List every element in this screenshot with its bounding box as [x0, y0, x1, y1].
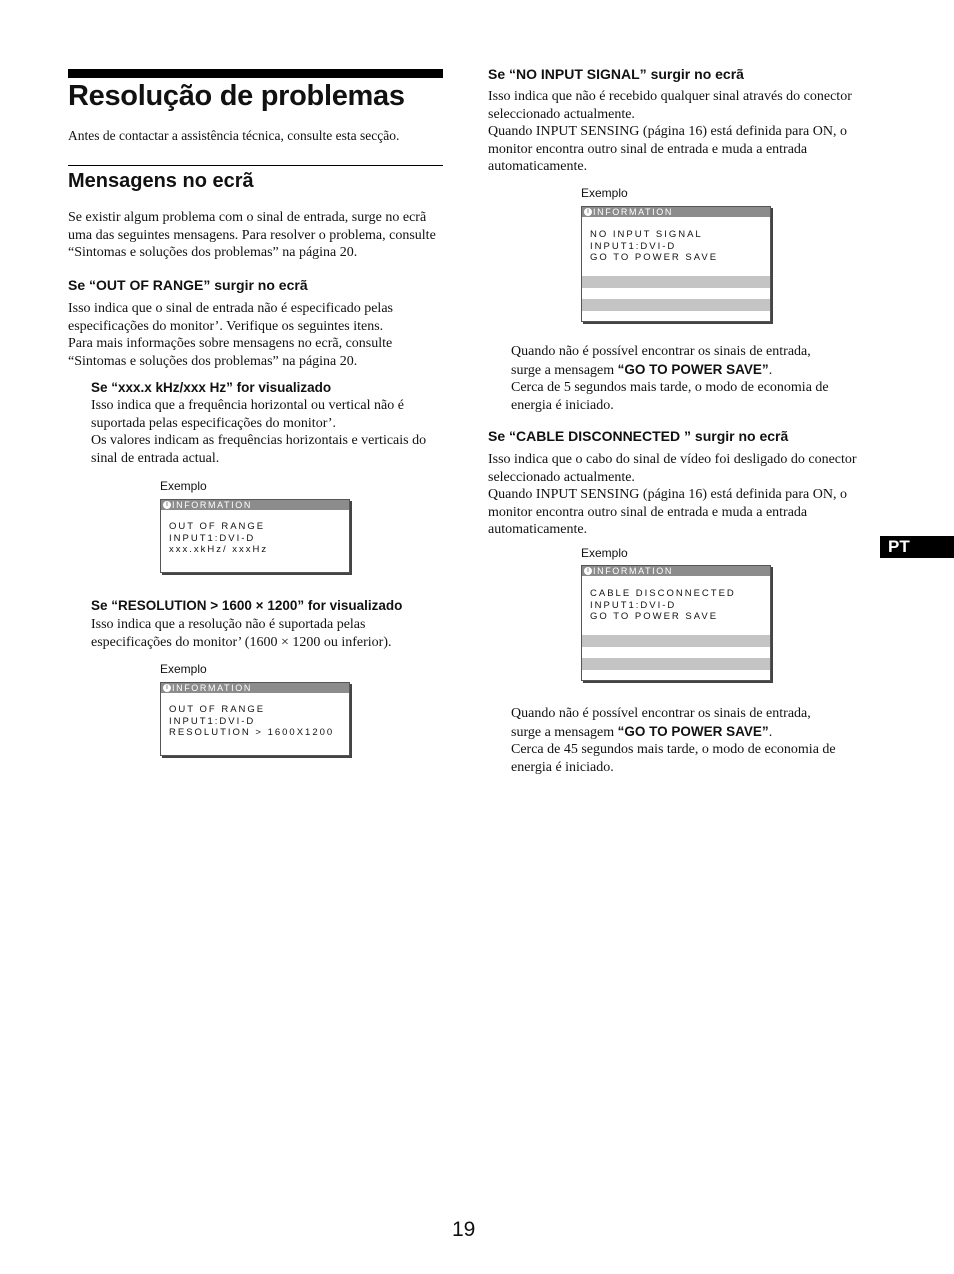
no-input-note	[511, 343, 881, 414]
text-line: surge a mensagem “GO TO POWER SAVE”.	[511, 361, 773, 378]
text-line: Quando não é possível encontrar os sinais de entrada,	[511, 706, 811, 721]
freq-text	[91, 397, 451, 467]
cable-note	[511, 705, 881, 776]
text-line: sinal de entrada actual.	[91, 450, 220, 466]
text-line: Quando INPUT SENSING (página 16) está definida para ON, o	[488, 124, 847, 139]
cable-text	[488, 451, 878, 539]
osd-line: INPUT1:DVI-D	[169, 715, 256, 727]
text-line: automaticamente.	[488, 522, 588, 537]
text-line: energia é iniciado.	[511, 397, 614, 413]
text-line: Cerca de 45 segundos mais tarde, o modo de economia de	[511, 742, 836, 757]
example-label: Exemplo	[581, 546, 628, 560]
osd-line: GO TO POWER SAVE	[590, 252, 719, 263]
power-save-keyword: “GO TO POWER SAVE”	[617, 361, 769, 377]
text-line: uma das seguintes mensagens. Para resolver o problema, consulte	[68, 227, 436, 243]
intro-text: Antes de contactar a assistência técnica, consulte esta secção.	[68, 128, 400, 143]
osd-line: OUT OF RANGE	[169, 704, 266, 715]
text-line: automaticamente.	[488, 159, 588, 174]
osd-line: RESOLUTION > 1600X1200	[169, 727, 335, 738]
info-icon: i	[163, 684, 171, 692]
text-line: Isso indica que o sinal de entrada não é especificado pelas	[68, 301, 393, 316]
text-line: “Sintomas e soluções dos problemas” na página 20.	[68, 245, 358, 260]
power-save-keyword: “GO TO POWER SAVE”	[617, 723, 769, 739]
osd-stripe	[582, 635, 770, 647]
osd-cable-disconnected	[581, 565, 771, 681]
text-line: monitor encontra outro sinal de entrada e muda a entrada	[488, 504, 808, 520]
resolution-text	[91, 616, 451, 651]
osd-stripe	[582, 276, 770, 288]
section-rule	[68, 165, 443, 166]
text-line: Isso indica que o cabo do sinal de vídeo foi desligado do conector	[488, 452, 857, 467]
info-icon: i	[584, 208, 592, 216]
osd-out-of-range-resolution	[160, 682, 350, 756]
info-icon: i	[163, 501, 171, 509]
text-line: Quando INPUT SENSING (página 16) está definida para ON, o	[488, 487, 847, 502]
text-line: Os valores indicam as frequências horizontais e verticais do	[91, 433, 427, 448]
osd-line: CABLE DISCONNECTED	[590, 588, 736, 599]
text-line: especificações do monitor’. Verifique os seguintes itens.	[68, 318, 384, 334]
language-tab-label: PT	[888, 537, 910, 556]
osd-no-input-signal	[581, 206, 771, 322]
text-line: Isso indica que a frequência horizontal ou vertical não é	[91, 398, 404, 413]
osd-line: INPUT1:DVI-D	[169, 532, 256, 544]
osd-line: GO TO POWER SAVE	[590, 611, 719, 622]
osd-line: INPUT1:DVI-D	[590, 240, 677, 252]
text-line: especificações do monitor’ (1600 × 1200 ou inferior).	[91, 634, 392, 650]
page-number: 19	[452, 1218, 476, 1241]
osd-line: OUT OF RANGE	[169, 521, 266, 532]
osd-line: NO INPUT SIGNAL	[590, 229, 703, 240]
no-input-heading: Se “NO INPUT SIGNAL” surgir no ecrã	[488, 66, 744, 82]
text-line: Se existir algum problema com o sinal de entrada, surge no ecrã	[68, 210, 427, 225]
text-line: surge a mensagem “GO TO POWER SAVE”.	[511, 723, 773, 740]
text-line: Quando não é possível encontrar os sinais de entrada,	[511, 344, 811, 359]
language-tab	[880, 536, 954, 558]
example-label: Exemplo	[581, 186, 628, 200]
osd-header: i INFORMATION	[582, 207, 770, 217]
osd-header: i INFORMATION	[582, 566, 770, 576]
text-line: Isso indica que a resolução não é suportada pelas	[91, 617, 366, 632]
title-rule	[68, 69, 443, 78]
osd-line: xxx.xkHz/ xxxHz	[169, 544, 269, 555]
out-of-range-text	[68, 300, 448, 370]
info-icon: i	[584, 567, 592, 575]
section-title: Mensagens no ecrã	[68, 170, 254, 192]
text-line: monitor encontra outro sinal de entrada e muda a entrada	[488, 141, 808, 157]
text-line: seleccionado actualmente.	[488, 469, 635, 485]
section-text	[68, 209, 448, 262]
text-line: “Sintomas e soluções dos problemas” na página 20.	[68, 353, 358, 369]
text-line: Cerca de 5 segundos mais tarde, o modo de economia de	[511, 380, 829, 395]
osd-header: i INFORMATION	[161, 683, 349, 693]
no-input-text	[488, 88, 878, 176]
text-line: energia é iniciado.	[511, 759, 614, 775]
osd-line: INPUT1:DVI-D	[590, 599, 677, 611]
text-line: suportada pelas especificações do monitor’.	[91, 415, 337, 431]
osd-stripe	[582, 658, 770, 670]
osd-header: i INFORMATION	[161, 500, 349, 510]
example-label: Exemplo	[160, 479, 207, 493]
out-of-range-heading: Se “OUT OF RANGE” surgir no ecrã	[68, 277, 308, 293]
page-title: Resolução de problemas	[68, 80, 405, 112]
text-line: Para mais informações sobre mensagens no ecrã, consulte	[68, 336, 393, 351]
osd-out-of-range-freq	[160, 499, 350, 573]
cable-heading: Se “CABLE DISCONNECTED ” surgir no ecrã	[488, 428, 789, 444]
example-label: Exemplo	[160, 662, 207, 676]
resolution-heading: Se “RESOLUTION > 1600 × 1200” for visualizado	[91, 598, 403, 613]
freq-heading: Se “xxx.x kHz/xxx Hz” for visualizado	[91, 380, 332, 395]
osd-stripe	[582, 299, 770, 311]
text-line: seleccionado actualmente.	[488, 106, 635, 122]
text-line: Isso indica que não é recebido qualquer sinal através do conector	[488, 89, 852, 104]
